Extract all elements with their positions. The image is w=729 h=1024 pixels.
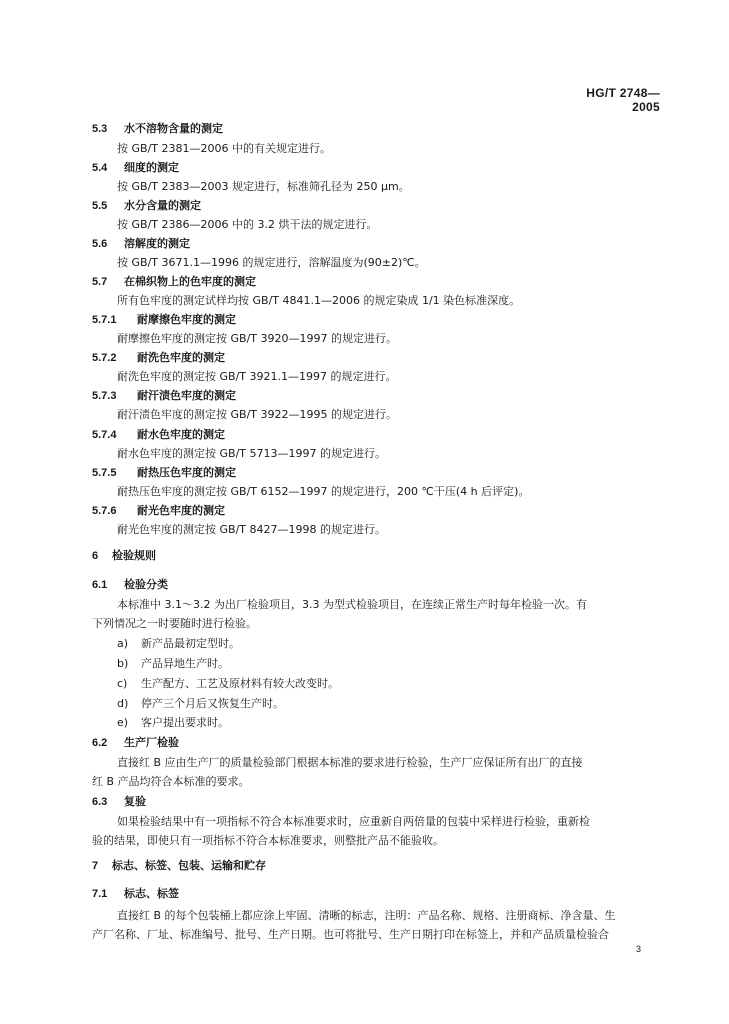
- heading-7-1: [92, 887, 179, 901]
- section-title: 细度的测定: [124, 161, 179, 174]
- paragraph: 按 GB/T 2383—2003 规定进行，标准筛孔径为 250 μm。: [117, 180, 410, 193]
- list-item: [117, 697, 284, 711]
- heading-5-7-6: [92, 504, 225, 518]
- section-title: 耐摩擦色牢度的测定: [137, 313, 236, 326]
- list-item-text: 产品异地生产时。: [141, 657, 229, 670]
- list-item-marker: e): [117, 716, 129, 729]
- section-number: 5.6: [92, 238, 108, 250]
- paragraph: 产厂名称、厂址、标准编号、批号、生产日期。也可将批号、生产日期打印在标签上，并和产品质量检验合: [92, 928, 609, 941]
- section-number: 5.7.1: [92, 314, 117, 326]
- section-title: 在棉织物上的色牢度的测定: [124, 275, 256, 288]
- section-title: 溶解度的测定: [124, 237, 190, 250]
- section-number: 6: [92, 550, 99, 562]
- section-number: 5.3: [92, 123, 108, 135]
- section-number: 5.4: [92, 162, 108, 174]
- paragraph: 验的结果，即使只有一项指标不符合本标准要求，则整批产品不能验收。: [92, 834, 444, 847]
- paragraph: 下列情况之一时要随时进行检验。: [92, 617, 257, 630]
- paragraph: 所有色牢度的测定试样均按 GB/T 4841.1—2006 的规定染成 1/1 染色标准深度。: [117, 294, 521, 307]
- list-item: [117, 677, 339, 691]
- paragraph: 本标准中 3.1～3.2 为出厂检验项目，3.3 为型式检验项目，在连续正常生产时每年检验一次。有: [117, 598, 587, 611]
- heading-5-3: [92, 122, 223, 136]
- heading-5-7-3: [92, 389, 236, 403]
- paragraph: 按 GB/T 2381—2006 中的有关规定进行。: [117, 142, 331, 155]
- standard-code: HG/T 2748—2005: [586, 86, 660, 114]
- section-title: 复验: [124, 795, 146, 808]
- section-title: 检验规则: [112, 549, 156, 562]
- section-number: 5.5: [92, 200, 108, 212]
- section-number: 6.1: [92, 579, 108, 591]
- paragraph: 直接红 B 应由生产厂的质量检验部门根据本标准的要求进行检验，生产厂应保证所有出厂的直接: [117, 756, 583, 769]
- section-title: 水不溶物含量的测定: [124, 122, 223, 135]
- heading-6-1: [92, 578, 168, 592]
- section-title: 耐热压色牢度的测定: [137, 466, 236, 479]
- list-item-text: 新产品最初定型时。: [141, 637, 240, 650]
- section-title: 标志、标签: [124, 887, 179, 900]
- section-number: 6.3: [92, 796, 108, 808]
- paragraph: 按 GB/T 2386—2006 中的 3.2 烘干法的规定进行。: [117, 218, 378, 231]
- heading-5-7: [92, 275, 256, 289]
- section-number: 7.1: [92, 888, 108, 900]
- heading-6-3: [92, 795, 146, 809]
- paragraph: 如果检验结果中有一项指标不符合本标准要求时，应重新自两倍量的包装中采样进行检验，重新检: [117, 815, 590, 828]
- heading-6: [92, 549, 156, 563]
- heading-5-5: [92, 199, 201, 213]
- paragraph: 直接红 B 的每个包装桶上都应涂上牢固、清晰的标志，注明：产品名称、规格、注册商标、净含量、生: [117, 909, 616, 922]
- paragraph: 耐光色牢度的测定按 GB/T 8427—1998 的规定进行。: [117, 523, 386, 536]
- paragraph: 耐摩擦色牢度的测定按 GB/T 3920—1997 的规定进行。: [117, 332, 397, 345]
- list-item: [117, 716, 229, 730]
- paragraph: 按 GB/T 3671.1—1996 的规定进行，溶解温度为(90±2)℃。: [117, 256, 426, 269]
- heading-5-7-4: [92, 428, 225, 442]
- list-item-text: 停产三个月后又恢复生产时。: [141, 697, 284, 710]
- section-title: 检验分类: [124, 578, 168, 591]
- paragraph: 耐汗渍色牢度的测定按 GB/T 3922—1995 的规定进行。: [117, 408, 397, 421]
- section-number: 7: [92, 860, 99, 872]
- heading-5-7-5: [92, 466, 236, 480]
- section-number: 5.7.6: [92, 505, 117, 517]
- list-item-marker: d): [117, 697, 129, 710]
- heading-5-7-1: [92, 313, 236, 327]
- list-item-text: 生产配方、工艺及原材料有较大改变时。: [141, 677, 339, 690]
- section-number: 5.7.4: [92, 429, 117, 441]
- section-title: 标志、标签、包装、运输和贮存: [112, 859, 266, 872]
- page-number: 3: [636, 944, 642, 954]
- section-number: 5.7: [92, 276, 108, 288]
- paragraph: 耐热压色牢度的测定按 GB/T 6152—1997 的规定进行，200 ℃干压(4 h 后评定)。: [117, 485, 530, 498]
- paragraph: 耐水色牢度的测定按 GB/T 5713—1997 的规定进行。: [117, 447, 386, 460]
- list-item-text: 客户提出要求时。: [141, 716, 229, 729]
- section-title: 耐汗渍色牢度的测定: [137, 389, 236, 402]
- section-title: 耐洗色牢度的测定: [137, 351, 225, 364]
- section-title: 生产厂检验: [124, 736, 179, 749]
- list-item-marker: c): [117, 677, 128, 690]
- heading-5-7-2: [92, 351, 225, 365]
- paragraph: 红 B 产品均符合本标准的要求。: [92, 775, 250, 788]
- list-item-marker: b): [117, 657, 129, 670]
- section-title: 水分含量的测定: [124, 199, 201, 212]
- heading-5-4: [92, 161, 179, 175]
- section-number: 5.7.3: [92, 390, 117, 402]
- heading-7: [92, 859, 266, 873]
- section-title: 耐光色牢度的测定: [137, 504, 225, 517]
- heading-6-2: [92, 736, 179, 750]
- paragraph: 耐洗色牢度的测定按 GB/T 3921.1—1997 的规定进行。: [117, 370, 397, 383]
- section-number: 5.7.5: [92, 467, 117, 479]
- list-item: [117, 637, 240, 651]
- list-item-marker: a): [117, 637, 129, 650]
- heading-5-6: [92, 237, 190, 251]
- section-number: 6.2: [92, 737, 108, 749]
- list-item: [117, 657, 229, 671]
- section-number: 5.7.2: [92, 352, 117, 364]
- section-title: 耐水色牢度的测定: [137, 428, 225, 441]
